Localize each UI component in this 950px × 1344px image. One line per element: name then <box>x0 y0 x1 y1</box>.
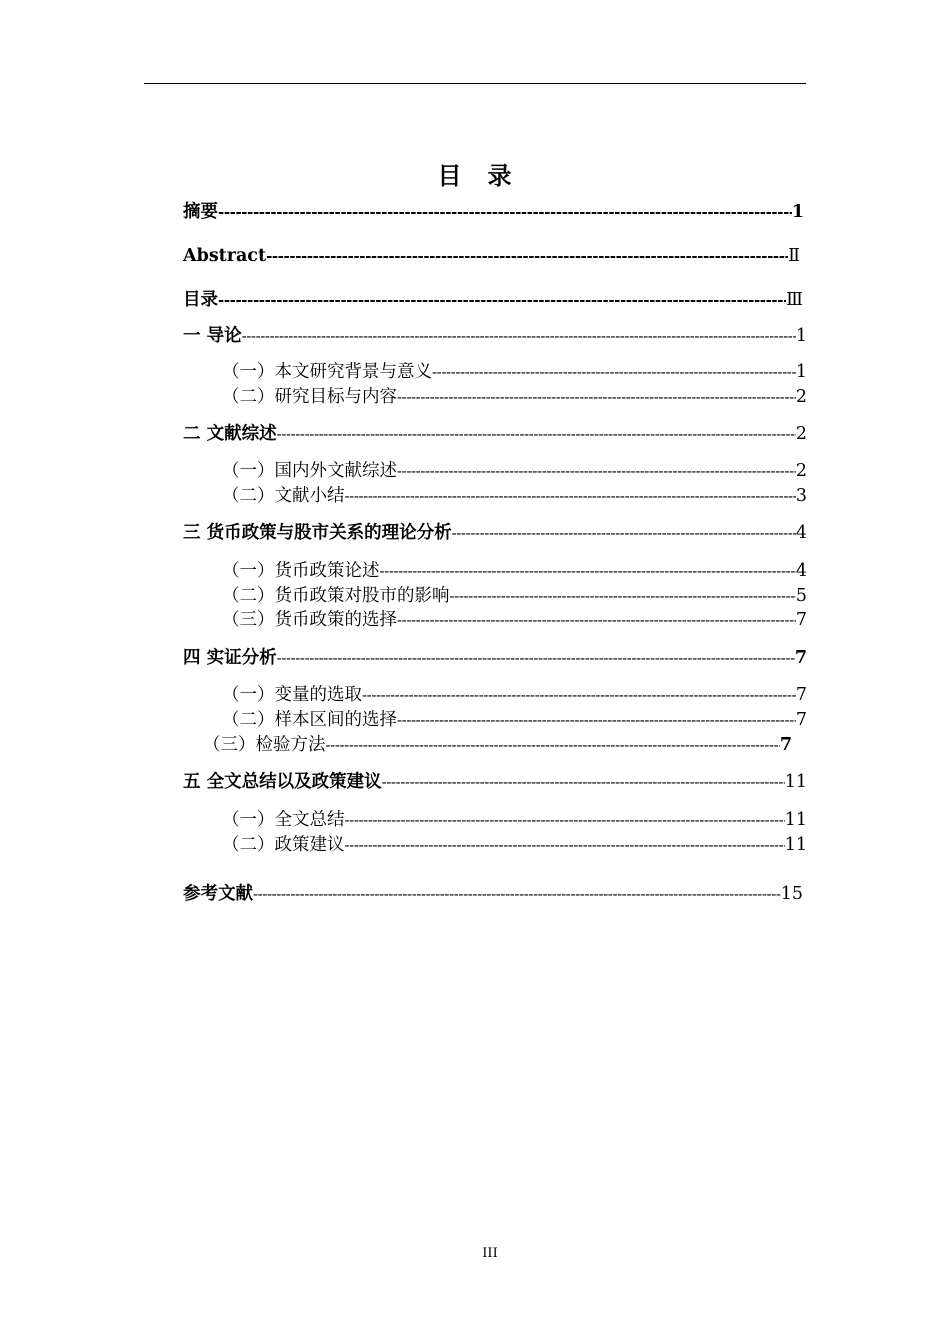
dot-leader <box>218 201 792 223</box>
toc-entry-2-1[interactable] <box>222 460 807 482</box>
dot-leader <box>242 325 796 347</box>
toc-entry-page: 11 <box>784 835 807 855</box>
toc-entry-page: 1 <box>795 326 807 346</box>
toc-entry-page: 2 <box>795 424 807 444</box>
dot-leader <box>432 361 796 383</box>
toc-title: 目 录 <box>437 162 513 190</box>
toc-entry-label: （一）全文总结 <box>222 810 345 830</box>
toc-entry-label: （二）样本区间的选择 <box>222 710 397 730</box>
toc-entry-page: 2 <box>795 387 807 407</box>
toc-entry-abstract-en[interactable] <box>183 245 800 267</box>
toc-entry-abstract-cn[interactable] <box>183 201 804 223</box>
dot-leader <box>397 386 796 408</box>
toc-entry-page: 7 <box>779 735 792 755</box>
toc-entry-contents[interactable] <box>183 289 803 311</box>
toc-entry-chapter-4[interactable] <box>183 647 807 669</box>
dot-leader <box>345 809 785 831</box>
toc-entry-label: 五 全文总结以及政策建议 <box>183 772 382 792</box>
toc-entry-page: 3 <box>795 486 807 506</box>
toc-entry-label: （一）变量的选取 <box>222 685 362 705</box>
toc-entry-chapter-3[interactable] <box>183 522 807 544</box>
toc-entry-page: 4 <box>795 561 807 581</box>
dot-leader <box>266 245 788 267</box>
toc-entry-page: 7 <box>795 610 807 630</box>
toc-entry-4-2[interactable] <box>222 709 807 731</box>
dot-leader <box>380 560 796 582</box>
toc-entry-page: 1 <box>795 362 807 382</box>
toc-entry-page: Ⅲ <box>786 290 803 310</box>
dot-leader <box>345 485 796 507</box>
toc-entry-label: （三）检验方法 <box>203 735 326 755</box>
toc-entry-page: 7 <box>795 710 807 730</box>
toc-entry-label: （二）货币政策对股市的影响 <box>222 586 450 606</box>
toc-entry-3-1[interactable] <box>222 560 807 582</box>
toc-entry-page: 4 <box>795 523 807 543</box>
toc-entry-page: 7 <box>794 648 807 668</box>
toc-entry-page: Ⅱ <box>788 246 800 266</box>
toc-entry-page: 5 <box>795 586 807 606</box>
toc-entry-1-2[interactable] <box>222 386 807 408</box>
toc-entry-label: 参考文献 <box>183 884 253 904</box>
toc-entry-label: （二）政策建议 <box>222 835 345 855</box>
toc-entry-page: 7 <box>795 685 807 705</box>
dot-leader <box>450 585 796 607</box>
toc-entry-chapter-5[interactable] <box>183 771 807 793</box>
toc-entry-label: 一 导论 <box>183 326 242 346</box>
toc-entry-label: 四 实证分析 <box>183 648 277 668</box>
toc-entry-label: （二）研究目标与内容 <box>222 387 397 407</box>
toc-entry-label: 二 文献综述 <box>183 424 277 444</box>
page-number-footer: III <box>482 1246 498 1261</box>
toc-entry-label: 目录 <box>183 290 218 310</box>
dot-leader <box>452 522 796 544</box>
dot-leader <box>345 834 785 856</box>
toc-entry-label: 三 货币政策与股市关系的理论分析 <box>183 523 452 543</box>
header-rule <box>144 83 806 84</box>
toc-entry-4-3[interactable] <box>203 734 792 756</box>
dot-leader <box>397 709 796 731</box>
toc-entry-label: （二）文献小结 <box>222 486 345 506</box>
dot-leader <box>277 423 796 445</box>
toc-entry-5-1[interactable] <box>222 809 807 831</box>
toc-entry-references[interactable] <box>183 883 803 905</box>
toc-entry-1-1[interactable] <box>222 361 807 383</box>
dot-leader <box>382 771 785 793</box>
toc-entry-page: 11 <box>784 810 807 830</box>
dot-leader <box>218 289 786 311</box>
toc-entry-page: 11 <box>784 772 807 792</box>
toc-entry-label: （一）货币政策论述 <box>222 561 380 581</box>
toc-entry-label: （一）本文研究背景与意义 <box>222 362 432 382</box>
toc-entry-page: 1 <box>791 202 804 222</box>
toc-entry-chapter-1[interactable] <box>183 325 807 347</box>
dot-leader <box>397 609 796 631</box>
toc-entry-3-3[interactable] <box>222 609 807 631</box>
toc-entry-5-2[interactable] <box>222 834 807 856</box>
toc-entry-4-1[interactable] <box>222 684 807 706</box>
toc-entry-page: 15 <box>780 884 803 904</box>
toc-entry-label: （一）国内外文献综述 <box>222 461 397 481</box>
toc-entry-page: 2 <box>795 461 807 481</box>
toc-entry-chapter-2[interactable] <box>183 423 807 445</box>
toc-entry-2-2[interactable] <box>222 485 807 507</box>
dot-leader <box>253 883 781 905</box>
toc-entry-label: Abstract <box>183 246 267 266</box>
dot-leader <box>326 734 780 756</box>
toc-entry-label: 摘要 <box>183 202 218 222</box>
toc-entry-label: （三）货币政策的选择 <box>222 610 397 630</box>
toc-entry-3-2[interactable] <box>222 585 807 607</box>
dot-leader <box>277 647 795 669</box>
dot-leader <box>397 460 796 482</box>
dot-leader <box>362 684 796 706</box>
